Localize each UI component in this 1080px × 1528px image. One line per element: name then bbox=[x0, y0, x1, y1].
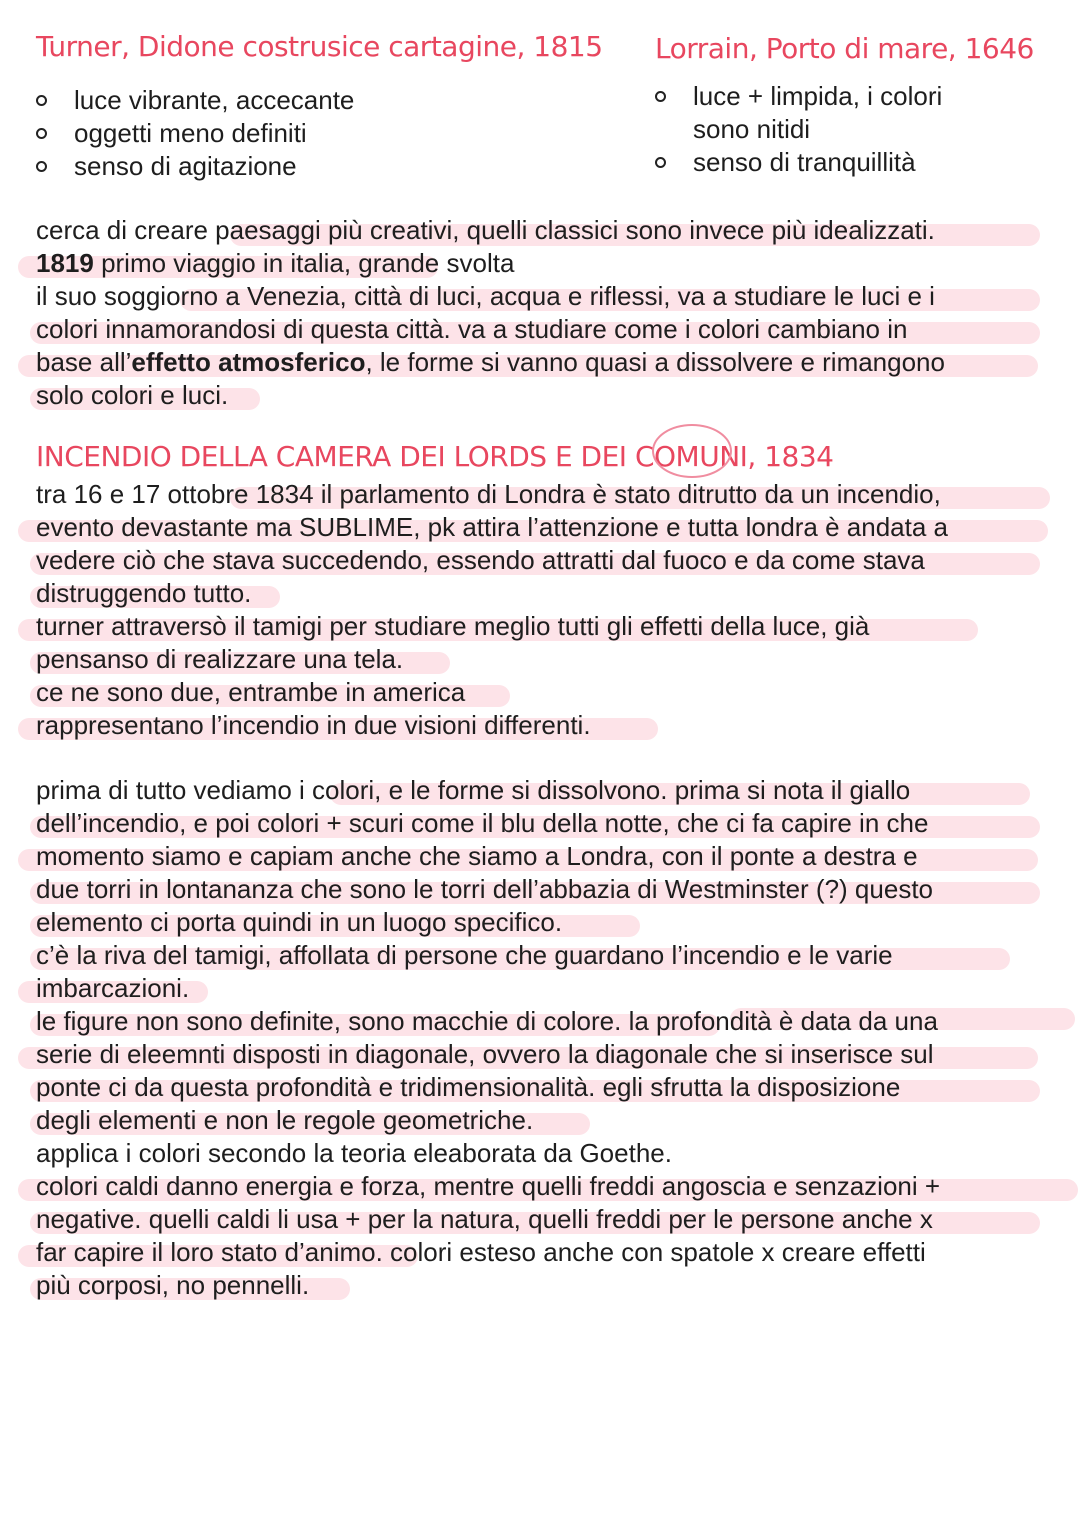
left-column-heading: Turner, Didone costrusice cartagine, 1815 bbox=[36, 30, 603, 63]
intro-paragraph bbox=[36, 214, 1056, 412]
list-item: luce vibrante, accecante bbox=[36, 84, 596, 117]
text-line: dell’incendio, e poi colori + scuri come il blu della notte, che ci fa capire in che bbox=[36, 808, 929, 838]
text-line: ponte ci da questa profondità e tridimensionalità. egli sfrutta la disposizione bbox=[36, 1072, 901, 1102]
analysis-paragraph bbox=[36, 774, 1056, 1302]
list-item: luce + limpida, i colori bbox=[655, 80, 1055, 113]
list-item: senso di agitazione bbox=[36, 150, 596, 183]
text-line: applica i colori secondo la teoria eleaborata da Goethe. bbox=[36, 1138, 672, 1168]
right-column-heading: Lorrain, Porto di mare, 1646 bbox=[655, 32, 1034, 65]
circle-bullet-icon bbox=[36, 95, 47, 106]
left-column-list bbox=[36, 84, 596, 183]
list-item: senso di tranquillità bbox=[655, 146, 1055, 179]
year-circle-annotation bbox=[652, 424, 732, 478]
text-line: prima di tutto vediamo i colori, e le forme si dissolvono. prima si nota il giallo bbox=[36, 775, 911, 805]
text-line: colori caldi danno energia e forza, mentre quelli freddi angoscia e senzazioni + bbox=[36, 1171, 941, 1201]
text-line: due torri in lontananza che sono le torri dell’abbazia di Westminster (?) questo bbox=[36, 874, 933, 904]
text-line: momento siamo e capiam anche che siamo a Londra, con il ponte a destra e bbox=[36, 841, 918, 871]
text-line: tra 16 e 17 ottobre 1834 il parlamento di Londra è stato ditrutto da un incendio, bbox=[36, 479, 941, 509]
text-line: negative. quelli caldi li usa + per la natura, quelli freddi per le persone anche x bbox=[36, 1204, 933, 1234]
section-heading: INCENDIO DELLA CAMERA DEI LORDS E DEI COMUNI, 1834 bbox=[36, 440, 834, 473]
text-line: colori innamorandosi di questa città. va a studiare come i colori cambiano in bbox=[36, 314, 908, 344]
circle-bullet-icon bbox=[36, 161, 47, 172]
text-line: solo colori e luci. bbox=[36, 380, 229, 410]
text-line: turner attraversò il tamigi per studiare meglio tutti gli effetti della luce, già bbox=[36, 611, 870, 641]
right-column-list bbox=[655, 80, 1055, 179]
text-line: far capire il loro stato d’animo. colori esteso anche con spatole x creare effetti bbox=[36, 1237, 926, 1267]
text-line: vedere ciò che stava succedendo, essendo attratti dal fuoco e da come stava bbox=[36, 545, 925, 575]
text-line: pensanso di realizzare una tela. bbox=[36, 644, 404, 674]
text-line: ce ne sono due, entrambe in america bbox=[36, 677, 466, 707]
text-line: le figure non sono definite, sono macchie di colore. la profondità è data da una bbox=[36, 1006, 938, 1036]
text-line: più corposi, no pennelli. bbox=[36, 1270, 310, 1300]
text-line: degli elementi e non le regole geometriche. bbox=[36, 1105, 534, 1135]
fire-paragraph bbox=[36, 478, 1056, 742]
text-line: c’è la riva del tamigi, affollata di persone che guardano l’incendio e le varie bbox=[36, 940, 893, 970]
text-line: elemento ci porta quindi in un luogo specifico. bbox=[36, 907, 563, 937]
text-line: base all’effetto atmosferico, le forme si vanno quasi a dissolvere e rimangono bbox=[36, 347, 945, 377]
list-item: sono nitidi bbox=[693, 114, 811, 144]
text-line: rappresentano l’incendio in due visioni differenti. bbox=[36, 710, 591, 740]
circle-bullet-icon bbox=[655, 157, 666, 168]
list-item: oggetti meno definiti bbox=[36, 117, 596, 150]
circle-bullet-icon bbox=[655, 91, 666, 102]
text-line: 1819 primo viaggio in italia, grande svolta bbox=[36, 248, 515, 278]
text-line: distruggendo tutto. bbox=[36, 578, 252, 608]
section-year: 1834 bbox=[764, 440, 834, 473]
text-line: imbarcazioni. bbox=[36, 973, 190, 1003]
text-line: il suo soggiorno a Venezia, città di luci, acqua e riflessi, va a studiare le luci e i bbox=[36, 281, 935, 311]
text-line: serie di eleemnti disposti in diagonale, ovvero la diagonale che si inserisce sul bbox=[36, 1039, 934, 1069]
text-line: evento devastante ma SUBLIME, pk attira l’attenzione e tutta londra è andata a bbox=[36, 512, 949, 542]
circle-bullet-icon bbox=[36, 128, 47, 139]
text-line: cerca di creare paesaggi più creativi, quelli classici sono invece più idealizzati. bbox=[36, 215, 935, 245]
